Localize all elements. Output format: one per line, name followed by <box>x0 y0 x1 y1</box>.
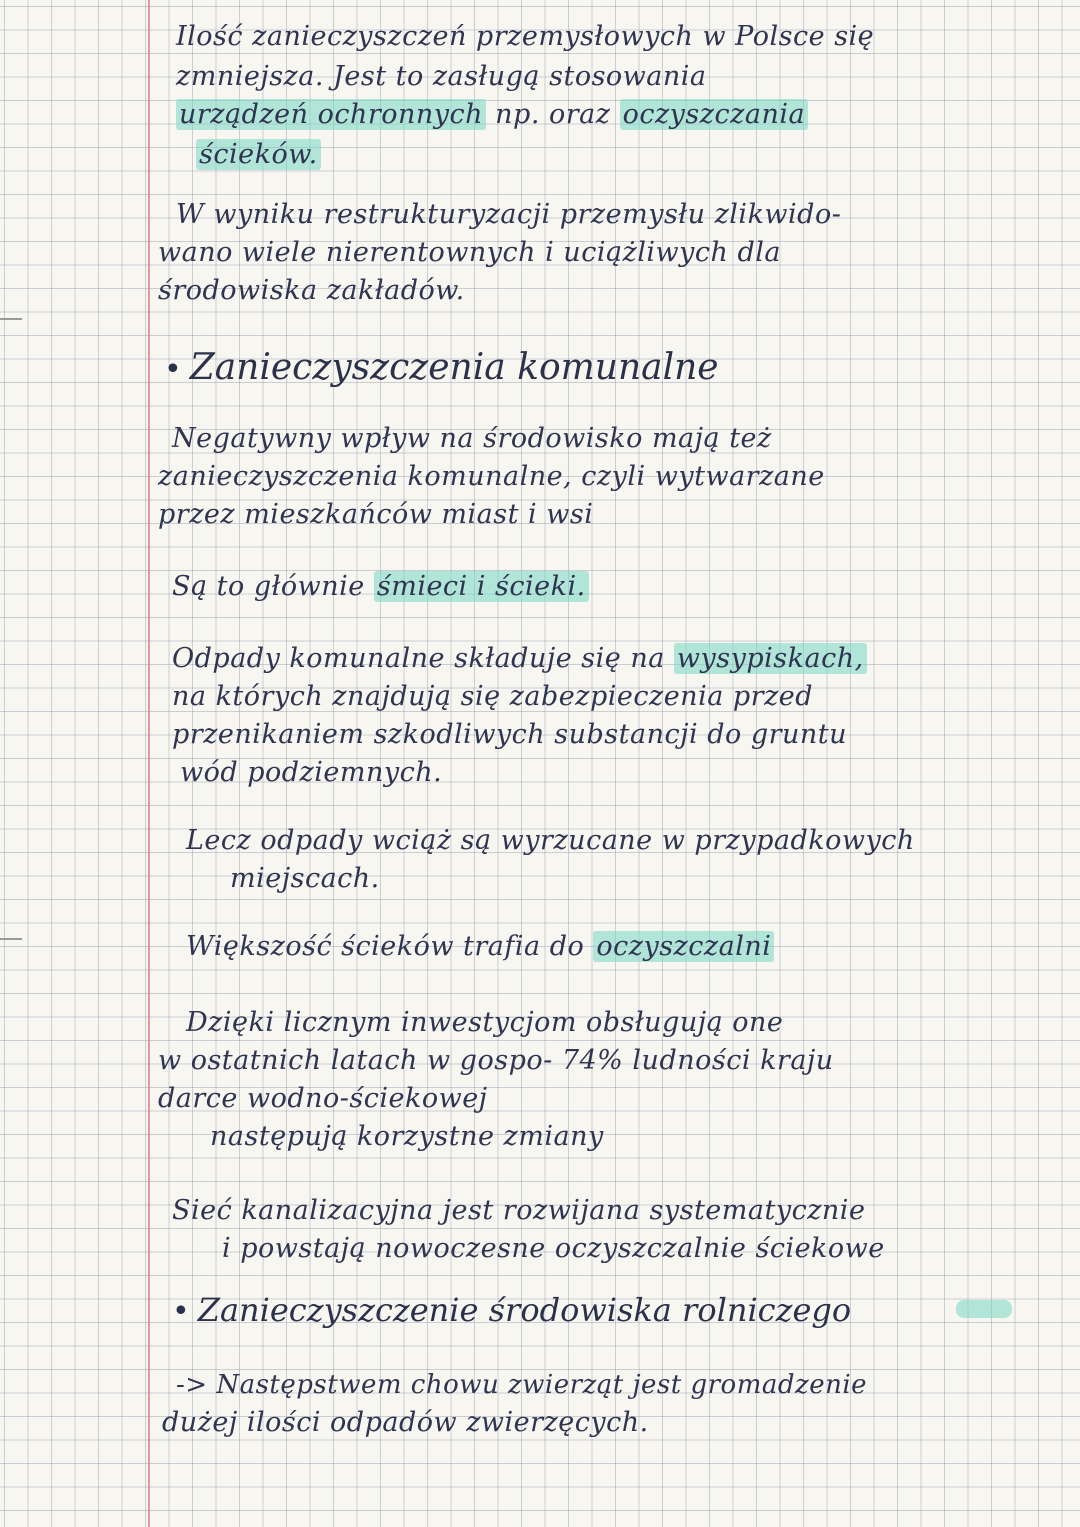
highlight: oczyszczania <box>620 99 809 130</box>
text-line <box>172 644 867 674</box>
text-line: dużej ilości odpadów zwierzęcych. <box>162 1407 649 1438</box>
text-line <box>186 932 774 962</box>
highlight-mark <box>956 1300 1012 1318</box>
highlight: oczyszczalni <box>593 931 774 962</box>
highlight: wysypiskach, <box>674 643 867 674</box>
text-line: wano wiele nierentownych i uciążliwych dla <box>158 237 782 268</box>
text-line <box>172 572 589 602</box>
text-line: -> Następstwem chowu zwierząt jest gromadzenie <box>176 1370 868 1400</box>
bullet: • <box>172 1294 190 1329</box>
text-line: Lecz odpady wciąż są wyrzucane w przypadkowych <box>186 825 915 856</box>
text-line: w ostatnich latach w gospo- 74% ludności kraju <box>158 1045 834 1076</box>
highlight: śmieci i ścieki. <box>374 571 589 602</box>
text-line: Ilość zanieczyszczeń przemysłowych w Polsce się <box>176 21 875 52</box>
text-line: wód podziemnych. <box>180 757 443 788</box>
text-line: przez mieszkańców miast i wsi <box>158 499 594 530</box>
text-line <box>176 100 808 130</box>
text-fragment: Są to głównie <box>172 571 374 602</box>
text-line: Dzięki licznym inwestycjom obsługują one <box>186 1007 784 1038</box>
text-line: przenikaniem szkodliwych substancji do gruntu <box>172 719 848 750</box>
text-line: Sieć kanalizacyjna jest rozwijana systematycznie <box>172 1195 866 1226</box>
text-line <box>196 140 321 170</box>
text-fragment: Większość ścieków trafia do <box>186 931 594 962</box>
text-line: Negatywny wpływ na środowisko mają też <box>172 423 772 454</box>
text-fragment: Odpady komunalne składuje się na <box>172 643 674 674</box>
heading-text: Zanieczyszczenie środowiska rolniczego <box>197 1291 852 1329</box>
text-line: na których znajdują się zabezpieczenia przed <box>172 681 814 712</box>
bullet: • <box>164 352 182 387</box>
section-heading <box>164 348 719 390</box>
text-line: środowiska zakładów. <box>158 275 465 306</box>
section-heading <box>172 1290 851 1332</box>
text-line: zmniejsza. Jest to zasługą stosowania <box>176 61 707 92</box>
text-line: zanieczyszczenia komunalne, czyli wytwarzane <box>158 461 825 492</box>
highlight: urządzeń ochronnych <box>176 99 486 130</box>
text-line: miejscach. <box>230 863 380 894</box>
highlight: ścieków. <box>196 139 321 170</box>
heading-text: Zanieczyszczenia komunalne <box>189 347 719 388</box>
text-fragment: np. oraz <box>486 99 620 130</box>
text-line: i powstają nowoczesne oczyszczalnie ściekowe <box>222 1233 885 1264</box>
text-line: W wyniku restrukturyzacji przemysłu zlikwido- <box>176 199 842 230</box>
text-line: następują korzystne zmiany <box>210 1121 604 1152</box>
text-line: darce wodno-ściekowej <box>158 1083 488 1114</box>
